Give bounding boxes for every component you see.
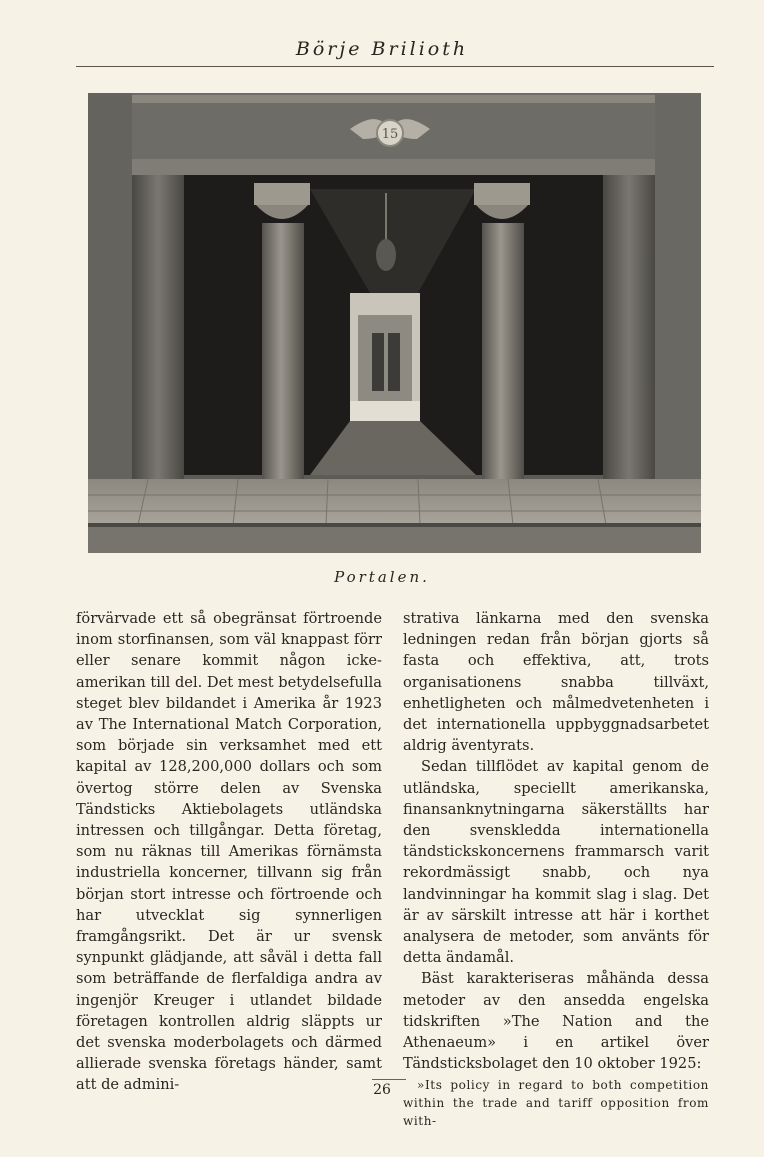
left-column [254, 183, 310, 479]
english-quotation: »Its policy in regard to both competition within the trade and tariff opposition from with- [403, 1078, 709, 1129]
left-text-column [76, 608, 382, 1096]
body-paragraph: Sedan tillflödet av kapital genom de utländska, speciellt amerikanska, finansanknytningarna säkerställts har den svenskledda internationella tändstickskoncernens frammarsch varit rekordmässigt snabb, och nya landvinningar ha kommit slag i slag. Det är av särskilt intresse att här i korthet analysera de metoder, som använts för detta ändamål. [403, 758, 709, 967]
plaque-number: 15 [381, 127, 399, 142]
body-paragraph: Bäst karakteriseras måhända dessa metoder av den ansedda engelska tidskriften »The Nation and the Athenaeum» i en artikel över Tändsticksbolaget den 10 oktober 1925: [403, 970, 709, 1073]
portal-photograph [88, 93, 701, 553]
body-paragraph: förvärvade ett så obegränsat förtroende inom storfinansen, som väl knappast förr eller senare kommit någon icke-amerikan till del. Det mest betydelsefulla steget blev bildandet i Amerika år 1923 av The International Match Corporation, som började sin verksamhet med ett kapital av 128,200,000 dollars och som övertog större delen av Svenska Tändsticks Aktiebolagets utländska intressen och tillgångar. Detta företag, som nu räknas till Amerikas förnämsta industriella koncerner, tillvann sig från början stort intresse och förtroende och har utvecklat sig synnerligen framgångsrikt. Det är ur svensk synpunkt glädjande, att såväl i detta fall som beträffande de flerfaldiga andra av ingenjör Kreuger i utlandet bildade företagen kontrollen aldrig släppts ur det svenska moderbolagets och därmed allierade svenska företags händer, samt att de admini- [76, 610, 382, 1094]
right-text-column [403, 608, 709, 1130]
body-paragraph: strativa länkarna med den svenska ledningen redan från början gjorts så fasta och effektiva, att, trots organisationens snabba tillväxt, enhetligheten och målmedvetenheten i det internationella uppbyggnadsarbetet aldrig äventyrats. [403, 610, 709, 755]
figure-caption: Portalen. [334, 568, 430, 586]
portal-illustration [88, 93, 701, 553]
right-column [474, 183, 530, 479]
running-header-author: Börje Brilioth [295, 38, 469, 60]
page-number: 26 [373, 1082, 391, 1098]
folio-rule [372, 1079, 406, 1080]
header-rule [76, 66, 714, 67]
